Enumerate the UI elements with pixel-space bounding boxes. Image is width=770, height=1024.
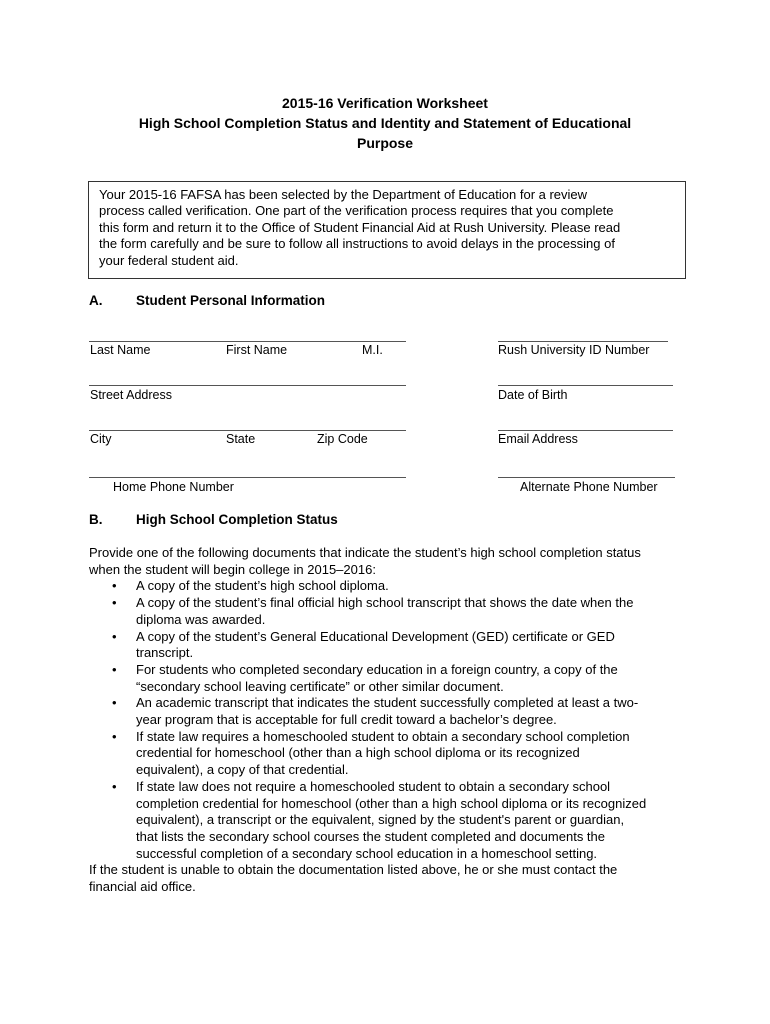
email-field-line[interactable] (498, 430, 673, 431)
list-item (89, 662, 689, 695)
section-b-title: High School Completion Status (136, 512, 338, 527)
closing-line: financial aid office. (89, 879, 196, 895)
list-item-line: completion credential for homeschool (other than a high school diploma or its recognized (136, 795, 647, 811)
list-item-line: An academic transcript that indicates the student successfully completed at least a two- (136, 695, 639, 711)
rush-id-field-line[interactable] (498, 341, 668, 342)
list-item-line: “secondary school leaving certificate” or other similar document. (136, 678, 504, 694)
list-item-line: A copy of the student’s high school diploma. (136, 578, 389, 594)
closing-line: If the student is unable to obtain the documentation listed above, he or she must contact the (89, 862, 618, 878)
section-a-letter: A. (89, 293, 103, 308)
last-name-label: Last Name (90, 343, 151, 357)
list-item-line: A copy of the student’s final official high school transcript that shows the date when the (136, 595, 634, 611)
intro-line: process called verification. One part of the verification process requires that you complete (99, 203, 614, 219)
section-a-title: Student Personal Information (136, 293, 326, 308)
list-item-line: If state law does not require a homeschooled student to obtain a secondary school (136, 778, 611, 794)
home-phone-label: Home Phone Number (113, 480, 234, 494)
rush-id-label: Rush University ID Number (498, 343, 650, 357)
title-line-3: Purpose (356, 135, 413, 151)
list-item-line: equivalent), a copy of that credential. (136, 762, 349, 778)
bullet-icon: • (112, 695, 117, 711)
city-label: City (90, 432, 112, 446)
bullet-icon: • (112, 595, 117, 611)
bullet-icon: • (112, 728, 117, 744)
email-address-label: Email Address (498, 432, 578, 446)
list-item-line: equivalent), a transcript or the equivalent, signed by the student's parent or guardian, (136, 812, 625, 828)
document-title (80, 93, 690, 153)
list-item-line: For students who completed secondary education in a foreign country, a copy of the (136, 661, 618, 677)
home-phone-field-line[interactable] (89, 477, 406, 478)
list-item (89, 578, 689, 595)
street-address-label: Street Address (90, 388, 172, 402)
intro-line: Your 2015-16 FAFSA has been selected by the Department of Education for a review (99, 187, 588, 202)
list-item-line: transcript. (136, 645, 194, 661)
first-name-label: First Name (226, 343, 288, 357)
list-item (89, 629, 689, 662)
name-field-line[interactable] (89, 341, 406, 342)
city-state-zip-field-line[interactable] (89, 430, 406, 431)
list-item-line: year program that is acceptable for full credit toward a bachelor’s degree. (136, 712, 557, 728)
list-item-line: credential for homeschool (other than a high school diploma or its recognized (136, 745, 580, 761)
mi-label: M.I. (362, 343, 383, 357)
list-item-line: that lists the secondary school courses the student completed and documents the (136, 828, 605, 844)
intro-notice-box (88, 181, 686, 279)
list-item-line: If state law requires a homeschooled student to obtain a secondary school completion (136, 728, 630, 744)
street-field-line[interactable] (89, 385, 406, 386)
title-line-2: High School Completion Status and Identity and Statement of Educational (138, 115, 632, 131)
bullet-icon: • (112, 628, 117, 644)
section-b-intro-line: when the student will begin college in 2015–2016: (89, 561, 376, 577)
document-options-list (89, 578, 689, 862)
dob-label: Date of Birth (498, 388, 568, 402)
bullet-icon: • (112, 578, 117, 594)
section-b-intro-line: Provide one of the following documents that indicate the student’s high school completion status (89, 545, 641, 560)
list-item-line: A copy of the student’s General Educational Development (GED) certificate or GED (136, 628, 615, 644)
list-item-line: successful completion of a secondary school education in a homeschool setting. (136, 845, 598, 861)
alt-phone-label: Alternate Phone Number (520, 480, 658, 494)
dob-field-line[interactable] (498, 385, 673, 386)
intro-line: this form and return it to the Office of Student Financial Aid at Rush University. Please read (99, 219, 621, 235)
section-b-body (89, 545, 689, 896)
list-item (89, 595, 689, 628)
bullet-icon: • (112, 661, 117, 677)
intro-line: your federal student aid. (99, 252, 239, 268)
list-item-line: diploma was awarded. (136, 611, 266, 627)
intro-line: the form carefully and be sure to follow all instructions to avoid delays in the processing of (99, 236, 615, 252)
title-line-1: 2015-16 Verification Worksheet (282, 95, 488, 111)
zip-code-label: Zip Code (317, 432, 368, 446)
bullet-icon: • (112, 778, 117, 794)
alt-phone-field-line[interactable] (498, 477, 675, 478)
list-item (89, 729, 689, 779)
list-item (89, 695, 689, 728)
section-b-letter: B. (89, 512, 103, 527)
state-label: State (226, 432, 256, 446)
list-item (89, 779, 689, 863)
